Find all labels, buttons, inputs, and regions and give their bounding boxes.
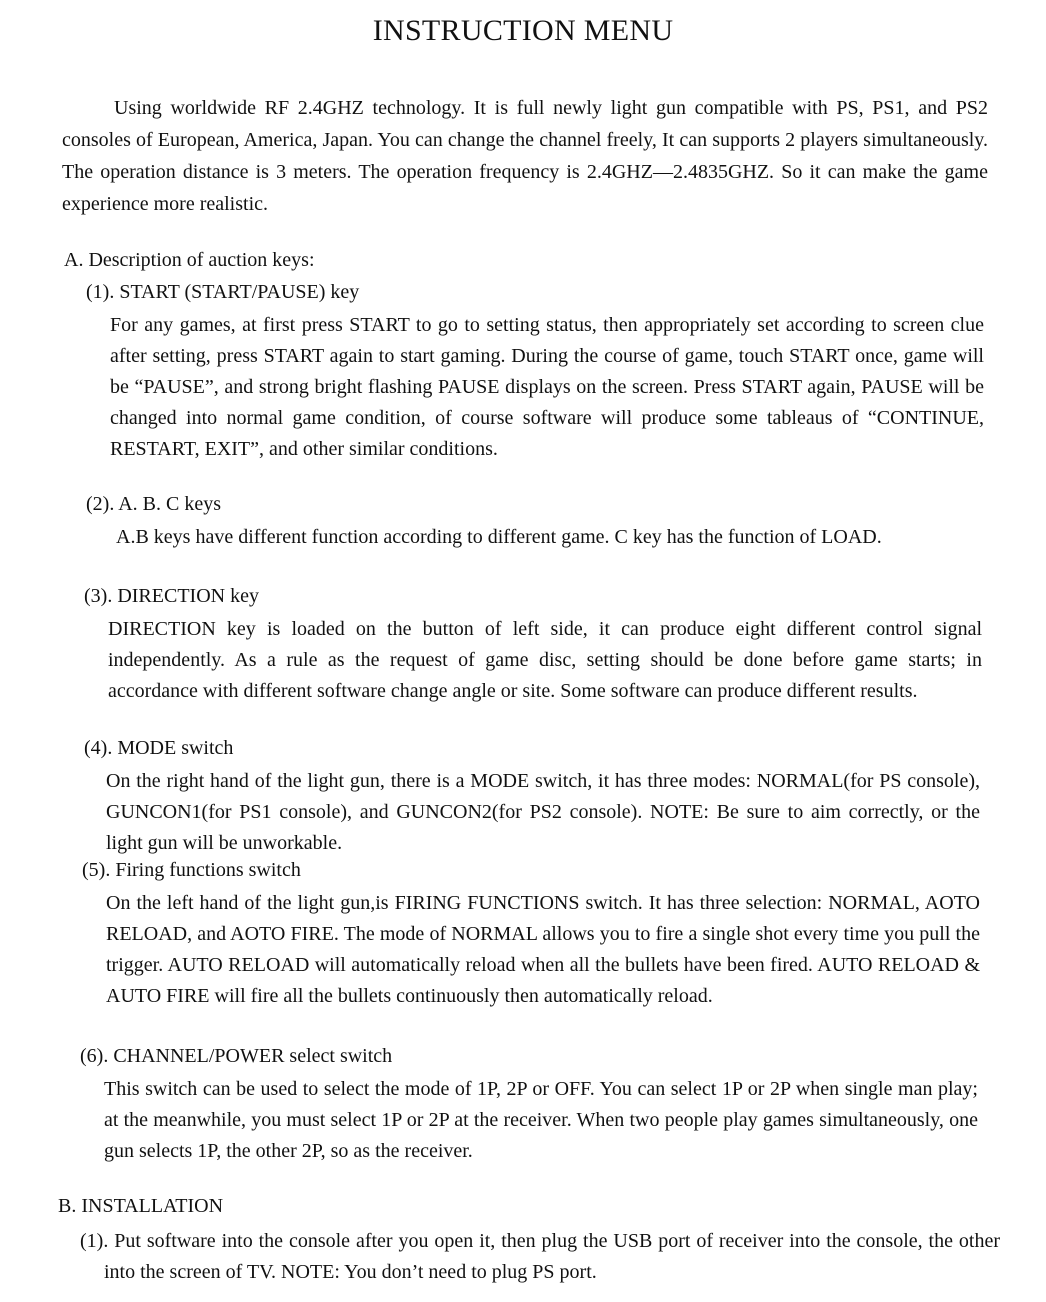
item-5-text: On the left hand of the light gun,is FIRING FUNCTIONS switch. It has three selection: NORMAL, AOTO RELOAD, and AOTO FIRE. The mode of NORMAL allows you to fire a single shot every time you pull the trigger. AUTO RELOAD will automatically reload when all the bullets have been fired. AUTO RELOAD & AUTO FIRE will fire all the bullets continuously then automatically reload. bbox=[106, 892, 980, 1007]
installation-step-1: (1). Put software into the console after you open it, then plug the USB port of receiver into the console, the other into the screen of TV. NOTE: You don’t need to plug PS port. bbox=[80, 1230, 1000, 1283]
item-4-heading: (4). MODE switch bbox=[84, 737, 234, 759]
item-3-heading: (3). DIRECTION key bbox=[84, 585, 259, 607]
item-1-heading: (1). START (START/PAUSE) key bbox=[86, 281, 360, 303]
item-5-heading: (5). Firing functions switch bbox=[82, 859, 301, 881]
item-1-text: For any games, at first press START to go to setting status, then appropriately set according to screen clue after setting, press START again to start gaming. During the course of game, touch START once, game will be “PAUSE”, and strong bright flashing PAUSE displays on the screen. Press START again, PAUSE will be changed into normal game condition, of course software will produce some tableaus of “CONTINUE, RESTART, EXIT”, and other similar conditions. bbox=[110, 314, 984, 460]
item-2-heading: (2). A. B. C keys bbox=[86, 493, 221, 515]
item-2-text: A.B keys have different function according to different game. C key has the function of LOAD. bbox=[116, 526, 882, 548]
section-a-heading: A. Description of auction keys: bbox=[64, 249, 315, 271]
section-b-heading: B. INSTALLATION bbox=[58, 1195, 224, 1217]
item-3-text: DIRECTION key is loaded on the button of left side, it can produce eight different control signal independently. As a rule as the request of game disc, setting should be done before game starts; in accordance with different software change angle or site. Some software can produce different results. bbox=[108, 618, 982, 702]
page-title: INSTRUCTION MENU bbox=[372, 14, 674, 47]
item-6-heading: (6). CHANNEL/POWER select switch bbox=[80, 1045, 393, 1067]
item-4-text: On the right hand of the light gun, there is a MODE switch, it has three modes: NORMAL(for PS console), GUNCON1(for PS1 console), and GUNCON2(for PS2 console). NOTE: Be sure to aim correctly, or the light gun will be unworkable. bbox=[106, 770, 980, 854]
intro-paragraph: Using worldwide RF 2.4GHZ technology. It is full newly light gun compatible with PS, PS1, and PS2 consoles of European, America, Japan. You can change the channel freely, It can supports 2 players simultaneously. The operation distance is 3 meters. The operation frequency is 2.4GHZ—2.4835GHZ. So it can make the game experience more realistic. bbox=[62, 97, 988, 215]
item-6-text: This switch can be used to select the mode of 1P, 2P or OFF. You can select 1P or 2P when single man play; at the meanwhile, you must select 1P or 2P at the receiver. When two people play games simultaneously, one gun selects 1P, the other 2P, so as the receiver. bbox=[104, 1078, 978, 1162]
